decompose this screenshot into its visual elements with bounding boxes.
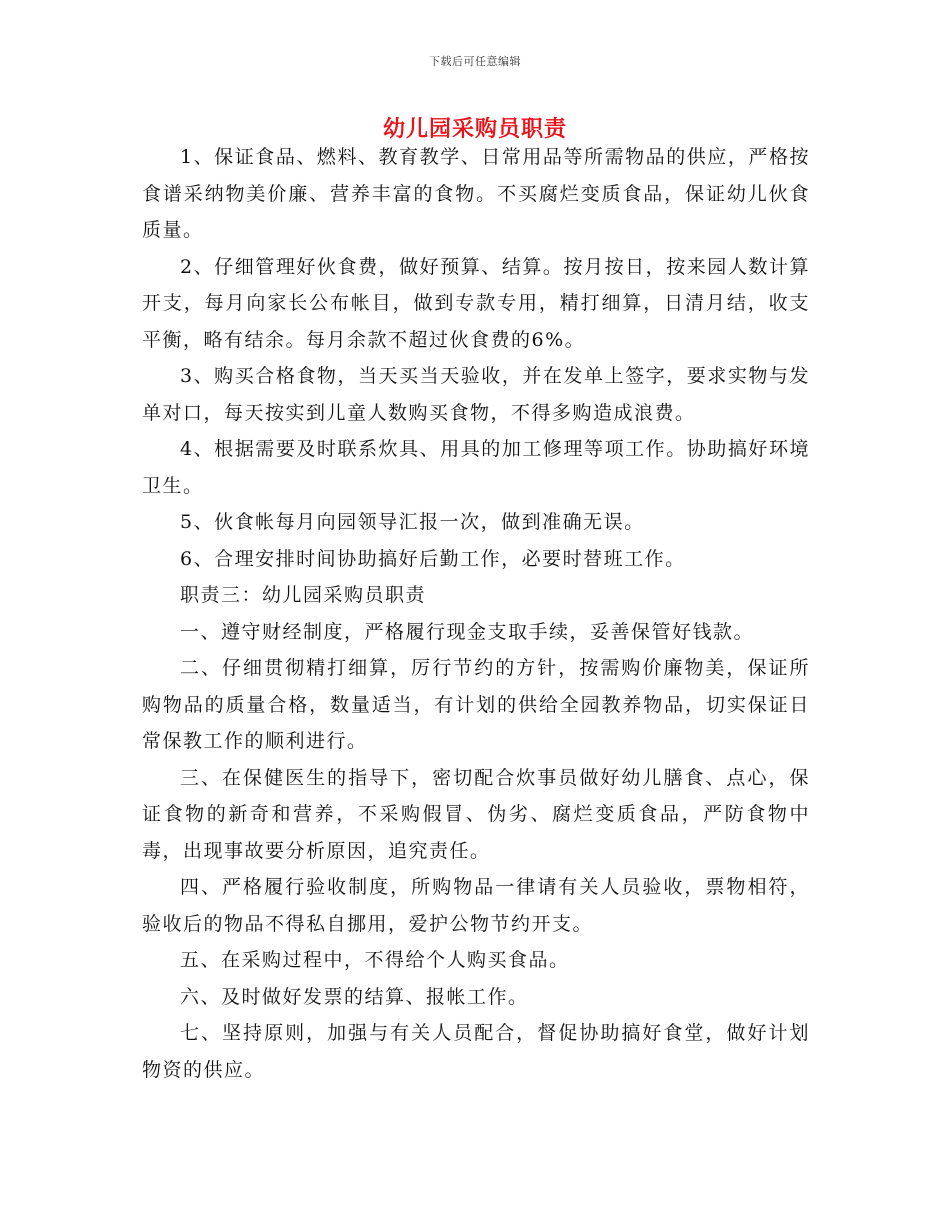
- paragraph-4: 4、根据需要及时联系炊具、用具的加工修理等项工作。协助搞好环境卫生。: [142, 438, 810, 497]
- paragraph-9: 三、在保健医生的指导下，密切配合炊事员做好幼儿膳食、点心，保证食物的新奇和营养，不采购假冒、伪劣、腐烂变质食品，严防食物中毒，出现事故要分析原因，追究责任。: [142, 766, 810, 862]
- paragraph-7: 一、遵守财经制度，严格履行现金支取手续，妥善保管好钱款。: [180, 620, 755, 643]
- page-header-note: 下载后可任意编辑: [429, 55, 521, 68]
- document-title: 幼儿园采购员职责: [382, 117, 567, 142]
- paragraph-12: 六、及时做好发票的结算、报帐工作。: [180, 985, 529, 1008]
- paragraph-11: 五、在采购过程中，不得给个人购买食品。: [180, 949, 570, 971]
- paragraph-6: 6、合理安排时间协助搞好后勤工作，必要时替班工作。: [180, 547, 686, 570]
- paragraph-5: 5、伙食帐每月向园领导汇报一次，做到准确无误。: [180, 511, 645, 533]
- document-body: [142, 139, 810, 1088]
- paragraph-1: 1、保证食品、燃料、教育教学、日常用品等所需物品的供应，严格按食谱采纳物美价廉、营养丰富的食物。不买腐烂变质食品，保证幼儿伙食质量。: [142, 146, 810, 241]
- paragraph-2: 2、仔细管理好伙食费，做好预算、结算。按月按日，按来园人数计算开支，每月向家长公布帐目，做到专款专用，精打细算，日清月结，收支平衡，略有结余。每月余款不超过伙食费的6%。: [142, 255, 810, 351]
- paragraph-10: 四、严格履行验收制度，所购物品一律请有关人员验收，票物相符，验收后的物品不得私自挪用，爱护公物节约开支。: [142, 876, 810, 935]
- section-heading: 职责三：幼儿园采购员职责: [180, 584, 427, 606]
- paragraph-3: 3、购买合格食物，当天买当天验收，并在发单上签字，要求实物与发单对口，每天按实到儿童人数购买食物，不得多购造成浪费。: [142, 365, 810, 424]
- paragraph-8: 二、仔细贯彻精打细算，厉行节约的方针，按需购价廉物美，保证所购物品的质量合格，数量适当，有计划的供给全园教养物品，切实保证日常保教工作的顺利进行。: [142, 657, 810, 752]
- paragraph-13: 七、坚持原则，加强与有关人员配合，督促协助搞好食堂，做好计划物资的供应。: [142, 1022, 810, 1081]
